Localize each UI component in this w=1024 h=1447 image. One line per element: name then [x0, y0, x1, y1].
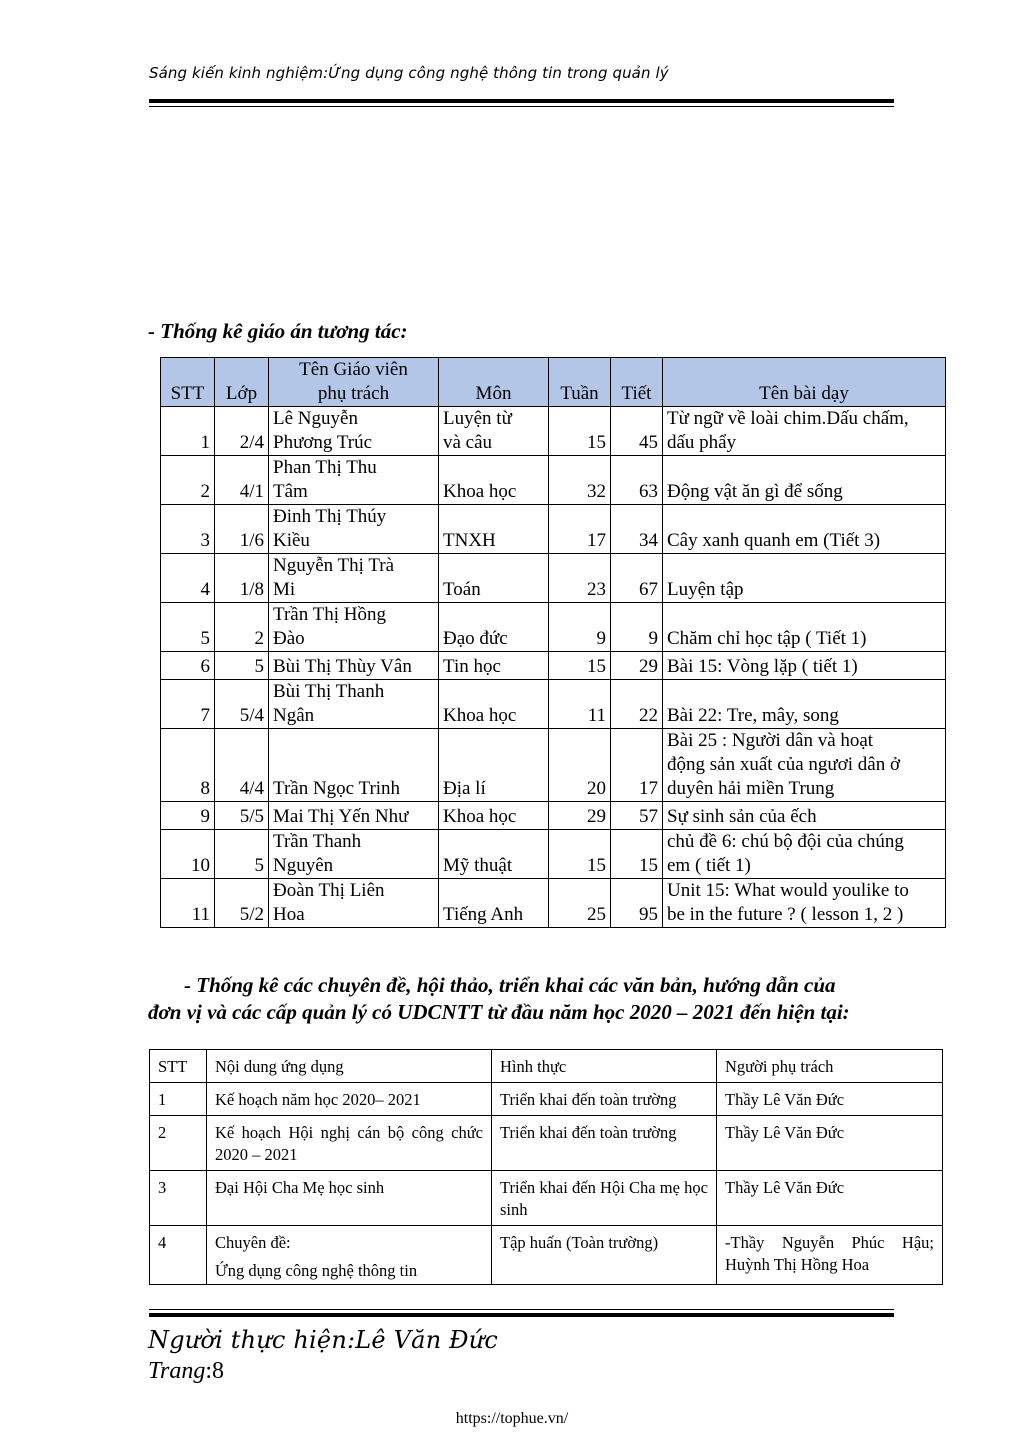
table-row: 5 2 Trần Thị Hồng Đào Đạo đức 9 9 Chăm chỉ học tập ( Tiết 1) [161, 603, 946, 652]
table-header-row [161, 358, 946, 407]
footer-rule-thick [149, 1313, 894, 1317]
col-nguoi-phu-trach: Người phụ trách [717, 1050, 943, 1083]
table-row: 3 1/6 Đinh Thị Thúy Kiều TNXH 17 34 Cây xanh quanh em (Tiết 3) [161, 505, 946, 554]
footer-page-number: Trang:8 [148, 1358, 225, 1384]
table-row: 7 5/4 Bùi Thị Thanh Ngân Khoa học 11 22 Bài 22: Tre, mây, song [161, 680, 946, 729]
table-row: 1 Kế hoạch năm học 2020– 2021 Triển khai đến toàn trường Thầy Lê Văn Đức [150, 1083, 943, 1116]
col-tiet: Tiết [611, 358, 663, 407]
col-bai-day: Tên bài dạy [663, 358, 946, 407]
table-row: 4 1/8 Nguyễn Thị Trà Mi Toán 23 67 Luyện tập [161, 554, 946, 603]
col-noi-dung: Nội dung ứng dụng [207, 1050, 492, 1083]
table-row: 1 2/4 Lê Nguyễn Phương Trúc Luyện từ và câu 15 45 Từ ngữ về loài chim.Dấu chấm, dấu phẩy [161, 407, 946, 456]
table-header-row [150, 1050, 943, 1083]
header-rule-thick [149, 99, 894, 103]
footer-rule-thin [149, 1309, 894, 1310]
table-row: 10 5 Trần Thanh Nguyên Mỹ thuật 15 15 chủ đề 6: chú bộ đội của chúng em ( tiết 1) [161, 830, 946, 879]
col-stt: STT [161, 358, 215, 407]
table-row: 2 4/1 Phan Thị Thu Tâm Khoa học 32 63 Động vật ăn gì để sống [161, 456, 946, 505]
section2-heading: - Thống kê các chuyên đề, hội thảo, triển khai các văn bản, hướng dẫn của đơn vị và các cấp quản lý có UDCNTT từ đầu năm học 2020 – 2021 đến hiện tại: [148, 973, 850, 1024]
table-row: 11 5/2 Đoàn Thị Liên Hoa Tiếng Anh 25 95 Unit 15: What would youlike to be in the future ? ( lesson 1, 2 ) [161, 879, 946, 928]
table-row: 2 Kế hoạch Hội nghị cán bộ công chức 2020 – 2021 Triển khai đến toàn trường Thầy Lê Văn Đức [150, 1116, 943, 1171]
application-table [149, 1049, 943, 1285]
header-rule-thin [149, 106, 894, 107]
table-row: 9 5/5 Mai Thị Yến Như Khoa học 29 57 Sự sinh sản của ếch [161, 802, 946, 830]
footer-author: Người thực hiện:Lê Văn Đức [148, 1326, 499, 1354]
table-row: 4 Chuyên đề: Ứng dụng công nghệ thông tin Tập huấn (Toàn trường) -Thầy Nguyễn Phúc Hậu; Huỳnh Thị Hồng Hoa [150, 1226, 943, 1285]
section1-heading: - Thống kê giáo án tương tác: [148, 319, 408, 343]
table-row: 6 5 Bùi Thị Thùy Vân Tin học 15 29 Bài 15: Vòng lặp ( tiết 1) [161, 652, 946, 680]
lesson-plan-table [160, 357, 946, 928]
table-row: 3 Đại Hội Cha Mẹ học sinh Triển khai đến Hội Cha mẹ học sinh Thầy Lê Văn Đức [150, 1171, 943, 1226]
col-giao-vien: Tên Giáo viên phụ trách [269, 358, 439, 407]
table-row: 8 4/4 Trần Ngọc Trinh Địa lí 20 17 Bài 25 : Người dân và hoạt động sản xuất của ngươi dân ở duyên hải miền Trung [161, 729, 946, 802]
page-header: Sáng kiến kinh nghiệm:Ứng dụng công nghệ thông tin trong quản lý [149, 64, 669, 82]
site-url: https://tophue.vn/ [455, 1410, 569, 1427]
col-tuan: Tuần [549, 358, 611, 407]
col-lop: Lớp [215, 358, 269, 407]
col-mon: Môn [439, 358, 549, 407]
col-stt: STT [150, 1050, 207, 1083]
col-hinh-thuc: Hình thực [492, 1050, 717, 1083]
